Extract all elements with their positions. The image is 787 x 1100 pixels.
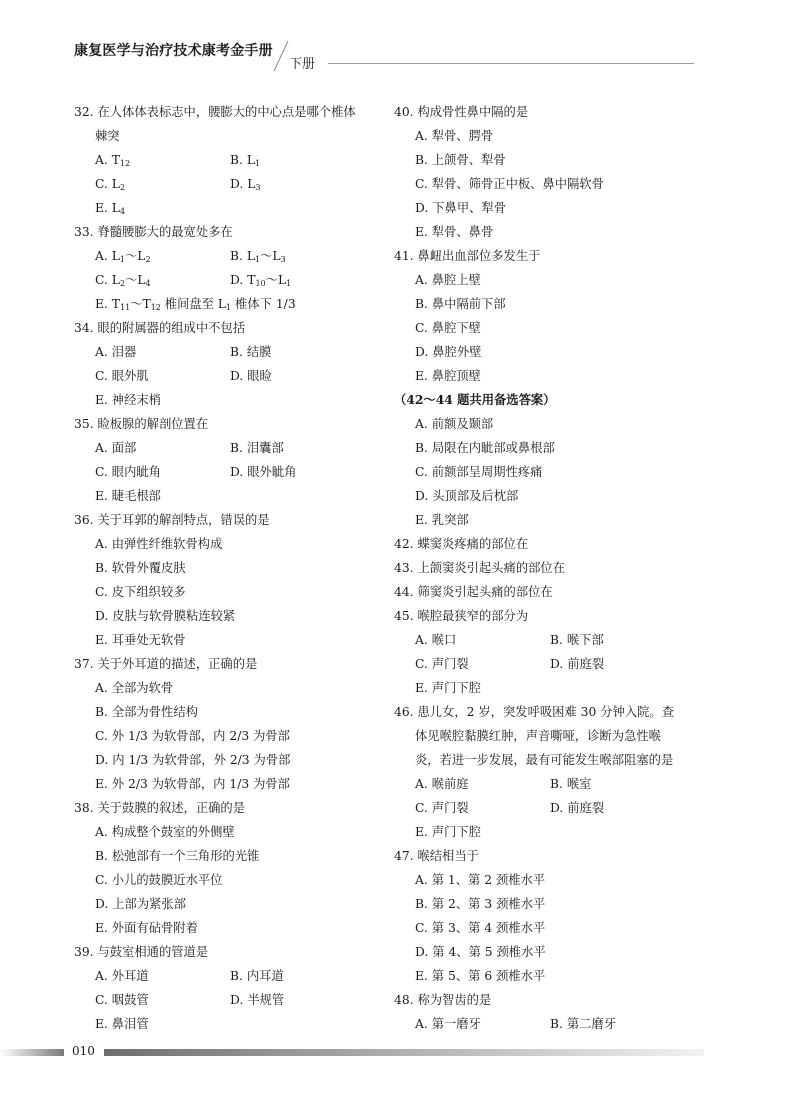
option-pair — [394, 628, 714, 652]
option-text: C. 犁骨、筛骨正中板、鼻中隔软骨 — [415, 177, 604, 191]
option-text: A. 喉口 — [415, 633, 457, 647]
option-text: D. 鼻腔外壁 — [415, 345, 482, 359]
option-text: D. 第 4、第 5 颈椎水平 — [415, 945, 546, 959]
question-stem: 34. 眼的附属器的组成中不包括 — [74, 321, 246, 335]
question-stem: 42. 蝶窦炎疼痛的部位在 — [394, 537, 529, 551]
option-text: D. 前庭裂 — [550, 657, 605, 671]
option-text: C. 第 3、第 4 颈椎水平 — [415, 921, 546, 935]
option-text: E. 犁骨、鼻骨 — [415, 225, 494, 239]
option-text: B. 软骨外覆皮肤 — [95, 561, 186, 575]
option-text: E. 睫毛根部 — [95, 489, 161, 503]
option-text: C. 外 1/3 为软骨部，内 2/3 为骨部 — [95, 729, 290, 743]
question-stem: 46. 患儿女，2 岁，突发呼吸困难 30 分钟入院。查 — [394, 705, 675, 719]
option-pair — [394, 796, 714, 820]
question-stem: 38. 关于鼓膜的叙述，正确的是 — [74, 801, 246, 815]
question-stem-continued: 炎，若进一步发展，最有可能发生喉部阻塞的是 — [415, 753, 674, 767]
option-pair — [74, 964, 394, 988]
option-text: E. 声门下腔 — [415, 681, 481, 695]
option-text: D. $L_3$ — [230, 177, 261, 192]
option-text: B. 喉室 — [550, 777, 592, 791]
book-title: 康复医学与治疗技术康考金手册 — [74, 43, 273, 59]
option-text: E. 鼻腔顶壁 — [415, 369, 481, 383]
shared-options-heading: （42～44 题共用备选答案） — [394, 392, 556, 407]
option-text: D. 眼外眦角 — [230, 465, 297, 479]
footer-bar-left — [0, 1049, 64, 1056]
option-text: D. 内 1/3 为软骨部，外 2/3 为骨部 — [95, 753, 291, 767]
option-text: B. 松弛部有一个三角形的光锥 — [95, 849, 260, 863]
option-pair — [394, 1012, 714, 1036]
option-text: A. 鼻腔上壁 — [415, 273, 481, 287]
page-number: 010 — [72, 1044, 95, 1058]
option-text: C. $L_2$ — [95, 177, 126, 192]
option-pair — [74, 460, 394, 484]
question-stem: 33. 脊髓腰膨大的最宽处多在 — [74, 225, 233, 239]
option-text: E. $T_{11}\sim T_{12}$ 椎间盘至 $L_1$ 椎体下 1/3 — [95, 297, 296, 312]
option-text: C. 皮下组织较多 — [95, 585, 186, 599]
option-pair — [74, 148, 394, 172]
question-stem-continued: 体见喉腔黏膜红肿，声音嘶哑，诊断为急性喉 — [415, 729, 661, 743]
option-text: D. 眼睑 — [230, 369, 272, 383]
question-stem: 40. 构成骨性鼻中隔的是 — [394, 105, 529, 119]
option-text: C. 前额部呈周期性疼痛 — [415, 465, 543, 479]
option-text: B. 鼻中隔前下部 — [415, 297, 506, 311]
option-text: D. 下鼻甲、犁骨 — [415, 201, 507, 215]
question-stem: 37. 关于外耳道的描述，正确的是 — [74, 657, 258, 671]
option-text: A. 前额及颞部 — [415, 417, 494, 431]
option-text: A. 犁骨、腭骨 — [415, 129, 494, 143]
option-text: B. $L_1\sim L_3$ — [230, 249, 286, 264]
option-text: C. 眼外肌 — [95, 369, 149, 383]
option-text: D. 半规管 — [230, 993, 285, 1007]
question-stem: 43. 上颌窦炎引起头痛的部位在 — [394, 561, 566, 575]
footer-bar-right — [104, 1049, 704, 1056]
option-text: C. 咽鼓管 — [95, 993, 149, 1007]
option-text: C. $L_2\sim L_4$ — [95, 273, 151, 288]
option-text: A. 第 1、第 2 颈椎水平 — [415, 873, 546, 887]
option-text: B. 内耳道 — [230, 969, 284, 983]
option-text: E. 耳垂处无软骨 — [95, 633, 186, 647]
option-text: E. 乳突部 — [415, 513, 469, 527]
option-text: E. 第 5、第 6 颈椎水平 — [415, 969, 546, 983]
option-text: D. 上部为紧张部 — [95, 897, 187, 911]
option-text: A. 第一磨牙 — [415, 1017, 481, 1031]
left-question-column — [74, 100, 394, 1036]
option-text: D. 前庭裂 — [550, 801, 605, 815]
option-text: C. 小儿的鼓膜近水平位 — [95, 873, 223, 887]
question-stem: 45. 喉腔最狭窄的部分为 — [394, 609, 529, 623]
option-text: D. 头顶部及后枕部 — [415, 489, 519, 503]
option-pair — [74, 172, 394, 196]
question-stem: 41. 鼻衄出血部位多发生于 — [394, 249, 541, 263]
option-text: A. 喉前庭 — [415, 777, 469, 791]
question-stem-continued: 棘突 — [95, 129, 120, 143]
question-stem: 35. 睑板腺的解剖位置在 — [74, 417, 209, 431]
option-text: C. 眼内眦角 — [95, 465, 161, 479]
option-text: A. 外耳道 — [95, 969, 149, 983]
option-text: D. 皮肤与软骨膜粘连较紧 — [95, 609, 236, 623]
option-text: B. 全部为骨性结构 — [95, 705, 198, 719]
option-text: C. 声门裂 — [415, 801, 469, 815]
option-pair — [74, 988, 394, 1012]
right-question-column — [394, 100, 714, 1036]
option-text: B. 局限在内眦部或鼻根部 — [415, 441, 555, 455]
option-text: A. 泪器 — [95, 345, 137, 359]
option-pair — [74, 364, 394, 388]
option-text: A. 面部 — [95, 441, 137, 455]
option-text: E. $L_4$ — [95, 201, 126, 216]
option-text: C. 鼻腔下壁 — [415, 321, 481, 335]
question-stem: 44. 筛窦炎引起头痛的部位在 — [394, 585, 553, 599]
option-pair — [74, 340, 394, 364]
option-text: E. 鼻泪管 — [95, 1017, 149, 1031]
option-text: A. $T_{12}$ — [95, 153, 131, 168]
option-text: A. 全部为软骨 — [95, 681, 174, 695]
question-stem: 47. 喉结相当于 — [394, 849, 479, 863]
option-text: A. $L_1\sim L_2$ — [95, 249, 151, 264]
option-text: B. $L_1$ — [230, 153, 261, 168]
option-text: B. 第二磨牙 — [550, 1017, 617, 1031]
option-text: E. 神经末梢 — [95, 393, 161, 407]
option-text: B. 第 2、第 3 颈椎水平 — [415, 897, 546, 911]
option-text: B. 上颌骨、犁骨 — [415, 153, 506, 167]
option-text: B. 喉下部 — [550, 633, 604, 647]
header-rule — [328, 63, 694, 64]
volume-label: 下册 — [289, 57, 316, 72]
option-text: E. 外 2/3 为软骨部，内 1/3 为骨部 — [95, 777, 290, 791]
option-text: E. 声门下腔 — [415, 825, 481, 839]
option-text: A. 由弹性纤维软骨构成 — [95, 537, 223, 551]
option-pair — [74, 244, 394, 268]
option-text: A. 构成整个鼓室的外侧壁 — [95, 825, 235, 839]
question-stem: 32. 在人体体表标志中，腰膨大的中心点是哪个椎体 — [74, 105, 356, 119]
option-text: B. 结膜 — [230, 345, 272, 359]
option-pair — [74, 436, 394, 460]
option-pair — [74, 268, 394, 292]
option-text: C. 声门裂 — [415, 657, 469, 671]
option-pair — [394, 652, 714, 676]
question-stem: 36. 关于耳郭的解剖特点，错误的是 — [74, 513, 270, 527]
question-stem: 39. 与鼓室相通的管道是 — [74, 945, 209, 959]
question-stem: 48. 称为智齿的是 — [394, 993, 492, 1007]
option-pair — [394, 772, 714, 796]
option-text: B. 泪囊部 — [230, 441, 284, 455]
option-text: E. 外面有砧骨附着 — [95, 921, 198, 935]
option-text: D. $T_{10}\sim L_1$ — [230, 273, 292, 288]
